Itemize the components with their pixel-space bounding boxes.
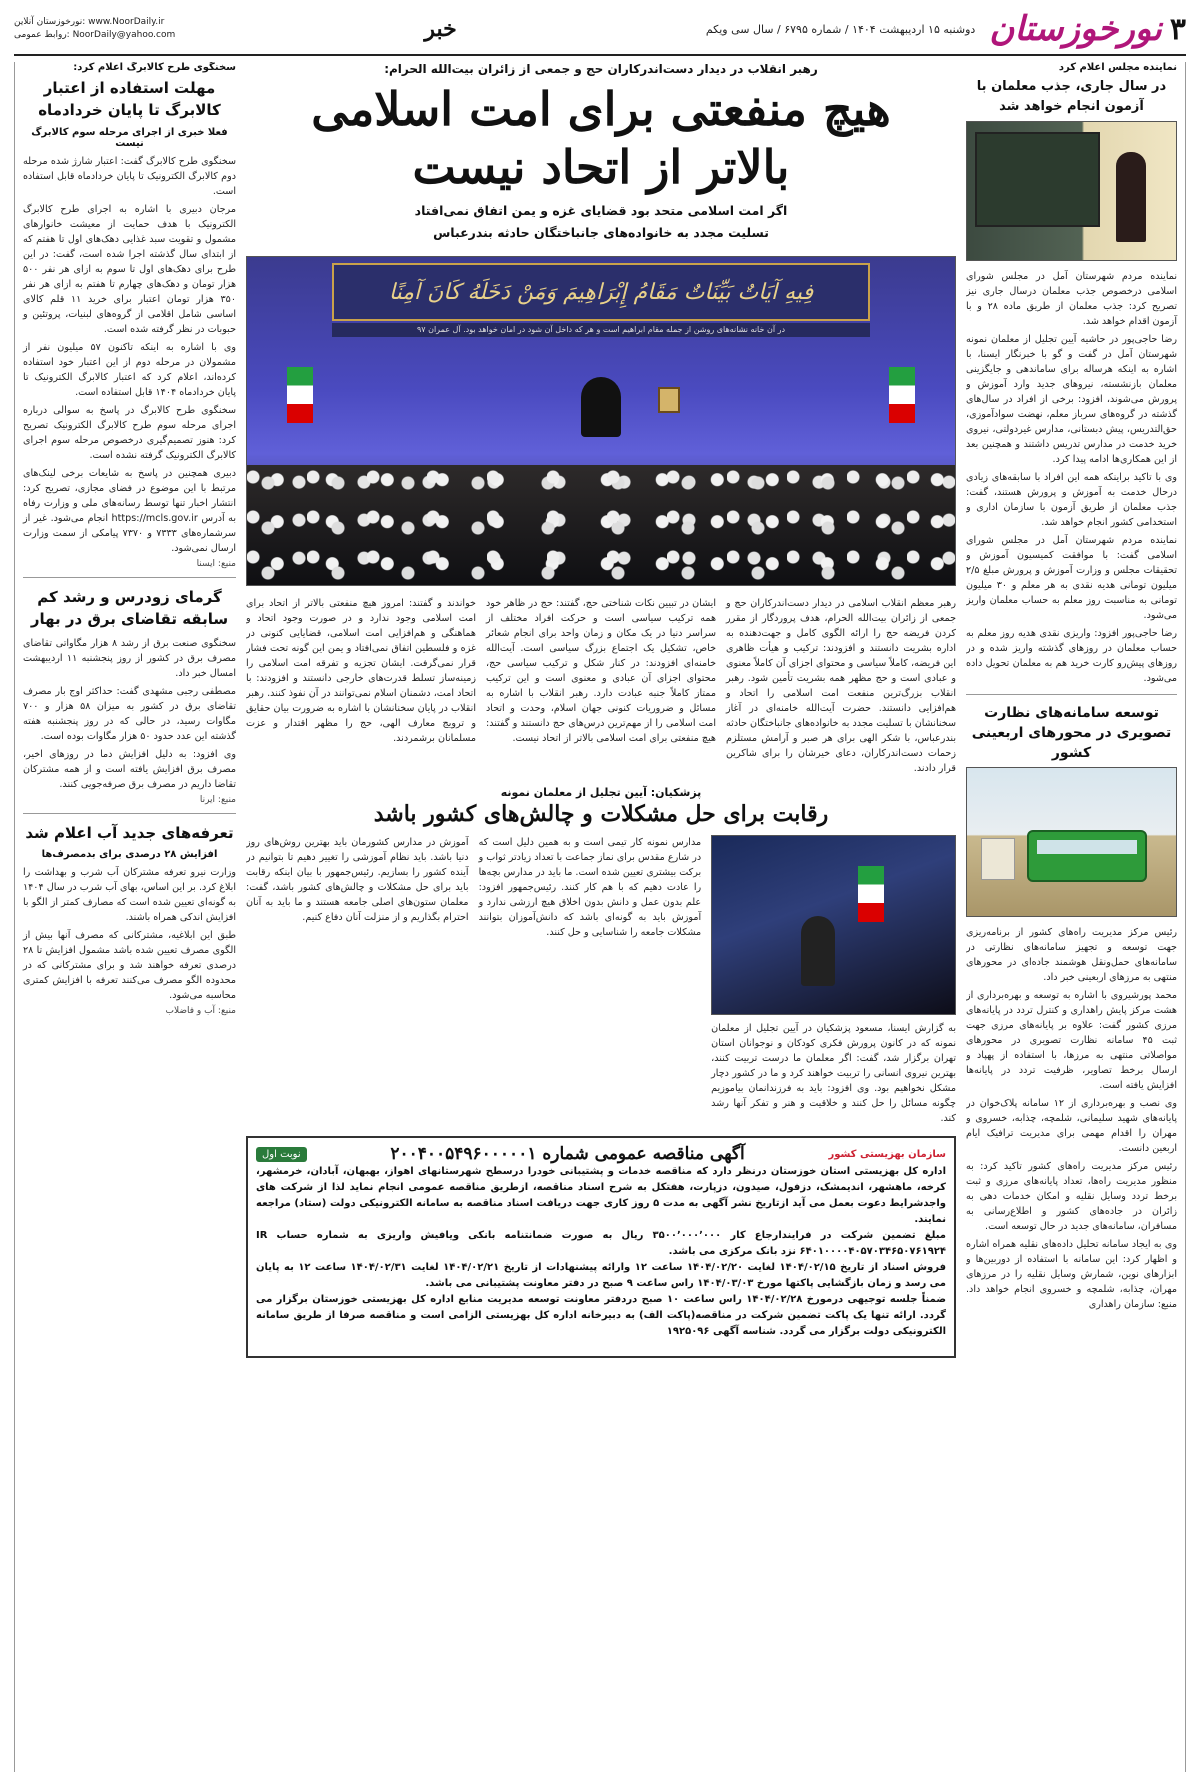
ad-paragraph: مبلغ تضمین شرکت در فرایندارجاع کار ۳۵۰۰٬۰۰۰٬۰۰۰ ریال به صورت ضمانتنامه بانکی ویافیش واریزی به شماره حساب IR ۶۴۰۱۰۰۰۰۴۰۵۷۰۳۴۶۵۰۷۶۱۹۲۴ نزد بانک مرکزی می باشد. (256, 1230, 946, 1257)
paragraph: مصطفی رجبی مشهدی گفت: حداکثر اوج بار مصرف تقاضای برق در کشور به میزان ۵۸ هزار و ۷۰۰ مگاوات رسید، در حالی که در روز پنجشنبه هفته گذشته این عدد حدود ۵۰ هزار مگاوات بوده است. (23, 686, 236, 742)
lead-body (246, 596, 956, 776)
divider (23, 813, 236, 814)
page-number: ۳ (1169, 11, 1186, 47)
teacher-figure (1116, 152, 1146, 242)
teachers-column: آموزش در مدارس کشورمان باید بهترین روش‌های روز دنیا باشد. باید نظام آموزشی را تغییر دهیم تا بتوانیم در آینده کشور را بسازیم. رئیس‌جمهور با بیان اینکه رقابت باید برای حل مشکلات و چالش‌های کشور باشد، گفت: معلمان ستون‌های اصلی جامعه هستند و ما باید به آنان احترام بگذاریم و از منزلت آنان دفاع کنیم. (246, 837, 469, 923)
article-source: منبع: ایرنا (199, 795, 236, 805)
lead-column: ایشان در تبیین نکات شناختی حج، گفتند: حج در ظاهر خود همه ترکیب سیاسی است و حرکت افراد مختلف از سراسر دنیا در یک مکان و زمان واحد برای انجام شعائر خاص، تشکیل یک اجتماع بزرگ سیاسی است. آیت‌الله خامنه‌ای افزودند: در کنار شکل و ترکیب سیاسی حج، محتوای اجزای آن عبادی و معنوی است و این ترکیب ممتاز کاملاً جنبه عبادت دارد. رهبر انقلاب با اشاره به مسائل و ضروریات کنونی جهان اسلام، وحدت و اتحاد امت اسلامی را از مهم‌ترین درس‌های حج دانستند و گفتند: هیچ منفعتی برای امت اسلامی بالاتر از اتحاد نیست. (486, 598, 716, 744)
article-source: منبع: آب و فاضلاب (165, 1006, 236, 1016)
paragraph: نماینده مردم شهرستان آمل در مجلس شورای اسلامی گفت: با موافقت کمیسیون آموزش و تحقیقات مجلس و وزارت آموزش و پرورش مبلغ ۲/۵ میلیون تومانی هدیه نقدی به هر معلم و ۳۰ میلیون تومانی به مناسبت روز معلم به حساب معلمان واریز می‌شود. (966, 535, 1177, 621)
masthead (14, 8, 1186, 56)
tender-advertisement (246, 1136, 956, 1358)
masthead-brand (706, 9, 1186, 49)
paragraph: سخنگوی طرح کالابرگ در پاسخ به سوالی درباره اجرای مرحله سوم طرح کالابرگ الکترونیک تصریح کرد: هنوز تصمیم‌گیری درخصوص مرحله سوم اجرای کالابرگ الکترونیک گرفته نشده است. (23, 405, 236, 461)
iran-flag-icon (858, 866, 884, 922)
divider (966, 694, 1177, 695)
teachers-headline: رقابت برای حل مشکلات و چالش‌های کشور باشد (373, 801, 829, 827)
right-column (966, 62, 1186, 1772)
article-title: گرمای زودرس و رشد کم سابقه تقاضای برق در بهار (30, 588, 229, 628)
paragraph: محمد پورشیروی با اشاره به توسعه و بهره‌برداری از هشت مرکز پایش راهداری و کنترل تردد در پایانه‌های مرزی کشور گفت: علاوه بر پایانه‌های مرزی جهت ثبت ۴۵ سامانه نظارت تصویری در محورهای مواصلاتی منتهی به مرزها، با استفاده از پهپاد و ارسال برخط تصاویر، ظرفیت تردد در پایانه‌ها افزایش یافته است. (966, 990, 1177, 1091)
portrait-frame (658, 387, 680, 413)
article-kicker: نماینده مجلس اعلام کرد (1058, 62, 1177, 73)
teachers-kicker: پزشکیان: آیین تجلیل از معلمان نمونه (500, 786, 702, 799)
article-body (966, 925, 1177, 1312)
booth-image (981, 838, 1015, 880)
teachers-photo-column (711, 835, 956, 1126)
site-info (14, 16, 175, 42)
lead-column: رهبر معظم انقلاب اسلامی در دیدار دست‌اندرکاران حج و جمعی از زائران بیت‌الله الحرام، هدف پروردگار از مقرر کردن فریضه حج را ارائه الگوی کامل و جهت‌دهنده به اداره بشریت دانستند و افزودند: ترکیب و هیأت ظاهری این فریضه، کاملاً سیاسی و محتوای اجزای آن کاملاً معنوی و عبادی است و حج مظهر همه بشریت تأمین شود. رهبر انقلاب بزرگ‌ترین منفعت امت اسلامی را اتحاد و هم‌افزایی دانستند. حضرت آیت‌الله خامنه‌ای در آغاز سخنانشان با تسلیت مجدد به خانواده‌های جانباختگان حادثه بندرعباس، با شکر الهی برای هر صبر و آرامش مستلزم زحمات دست‌اندرکاران، دعای خیرشان را برای شاکرین قرار دادند. (726, 598, 956, 774)
lead-headline (246, 80, 956, 196)
ad-title: آگهی مناقصه عمومی شماره ۲۰۰۴۰۰۵۴۹۶۰۰۰۰۰۱ (390, 1144, 745, 1164)
article-title: مهلت استفاده از اعتبار کالابرگ تا پایان خردادماه (38, 79, 221, 119)
left-column (14, 62, 236, 1772)
paragraph: رئیس مرکز مدیریت راه‌های کشور تاکید کرد: به منظور مدیریت راه‌ها، تعداد پایانه‌های مرزی و ثبت برخط تردد وسایل نقلیه و امکان خدمات دهی به زائران در جاده‌های کشور و اطلاع‌رسانی به مسافران، سامانه‌های جدید در حال توسعه است. (966, 1161, 1177, 1232)
ad-paragraph: ضمناً جلسه توجیهی درمورخ ۱۴۰۴/۰۲/۲۸ راس ساعت ۱۰ صبح دردفتر معاونت توسعه مدیریت منابع اداره کل بهزیستی خوزستان برگزار می گردد. ارائه تنها یک پاکت تضمین شرکت در مناقصه(پاکت الف) به دبیرخانه اداره کل بهزیستی الزامی است و مناقصه صرفا از طریق سامانه الکترونیکی دولت برگزار می گردد. شناسه آگهی ۱۹۲۵۰۹۶ (256, 1294, 946, 1337)
article-source: منبع: ایسنا (196, 559, 236, 569)
bus-photo (966, 767, 1177, 917)
paragraph: رضا حاجی‌پور افزود: واریزی نقدی هدیه روز معلم به حساب معلمان در روزهای گذشته واریز شده و در روزهای پیش‌رو کارت خرید هم به معلمان تحویل داده می‌شود. (966, 628, 1177, 684)
iran-flag-icon (287, 367, 313, 423)
paragraph: دبیری همچنین در پاسخ به شایعات برخی لینک‌های مرتبط با این موضوع در فضای مجازی، تصریح کرد: انتشار اخبار تنها توسط رسانه‌های ملی و وزارت رفاه به آدرس https://mcls.gov.ir انجام می‌شود. غیر از سرشماره‌های ۷۳۳۳ و ۷۳۷۰ پیامکی از سمت وزارت ارسال نمی‌شود. (23, 468, 236, 554)
speaker-figure (581, 377, 621, 437)
newspaper-logo: نورخوزستان (989, 9, 1162, 49)
paragraph: سخنگوی صنعت برق از رشد ۸ هزار مگاواتی تقاضای مصرف برق در کشور از روز پنجشنبه ۱۱ اردیبهشت امسال خبر داد. (23, 638, 236, 679)
bus-image (1027, 830, 1147, 882)
center-column (246, 62, 956, 1772)
iran-flag-icon (889, 367, 915, 423)
paragraph: مرجان دبیری با اشاره به اجرای طرح کالابرگ الکترونیک با هدف حمایت از معیشت خانوارهای مشمول و تقویت سبد غذایی دهک‌های اول تا هفتم که از ابتدای سال گذشته اجرا شده است، گفت: در این طرح برای دهک‌های اول تا سوم به ازای هر نفر ۵۰۰ هزار تومان و دهک‌های چهارم تا هفتم به ازای هر نفر ۳۵۰ هزار تومان اعتبار برای خرید ۱۱ قلم کالای اساسی شامل اقلامی از گروه‌های لبنیات، پروتئین و حبوبات در نظر گرفته شده است. (23, 204, 236, 335)
article-title: در سال جاری، جذب معلمان با آزمون انجام خواهد شد (976, 79, 1167, 114)
calligraphy-banner: فِیهِ آیَاتٌ بَیِّنَاتٌ مَقَامُ إِبْرَاهِیمَ وَمَنْ دَخَلَهُ کَانَ آمِنًا (332, 263, 870, 321)
ad-paragraph: اداره کل بهزیستی استان خوزستان درنظر دارد که مناقصه خدمات و پشتیبانی خودرا درسطح شهرستانهای اهواز، بهبهان، آبادان، خرمشهر، کرخه، ماهشهر، اندیمشک، دزفول، صیدون، دزپارت، هفتکل به شرح اسناد مناقصه، ازطریق مناقصه عمومی انجام نماید لذا از شرکت های واجدشرایط دعوت بعمل می آید ازتاریخ نشر آگهی به مدت ۵ روز کاری جهت دریافت اسناد مناقصه به سامانه الکترونیکی دولت (ستاد) مراجعه نمایند. (256, 1166, 947, 1225)
paragraph: وی با اشاره به اینکه تاکنون ۵۷ میلیون نفر از مشمولان در مرحله دوم از این اعتبار خود استفاده کرده‌اند، اعلام کرد که اعتبار کالابرگ الکترونیک تا پایان خردادماه ۱۴۰۴ قابل استفاده است. (23, 342, 236, 398)
president-photo (711, 835, 956, 1015)
article-body (23, 636, 236, 792)
teachers-article (246, 835, 956, 1126)
article-body (966, 269, 1177, 686)
teachers-column: مدارس نمونه کار تیمی است و به همین دلیل است که در شارع مقدس برای نماز جماعت با تعداد زیادتر ثواب و برکت بیشتری تعیین شده است. ما باید در مدارس بچه‌ها را عادت دهیم که با هم کار کنند. رئیس‌جمهور افزود: علم بدون عمل و دانش بدون اخلاق هیچ ارزشی ندارد و آموزش باید به گونه‌ای باشد که دانش‌آموزان بتوانند مشکلات جامعه را شناسایی و حل کنند. (478, 837, 702, 938)
article-body (23, 865, 236, 1003)
paragraph: رضا حاجی‌پور در حاشیه آیین تجلیل از معلمان نمونه شهرستان آمل در گفت و گو با خبرنگار ایسنا، با اشاره به اینکه هرساله برای ساماندهی و جایگزینی معلمان بازنشسته، نیروهای جدید وارد آموزش و پرورش می‌شوند، افزود: برخی از افراد در سال‌های گذشته در گروه‌های سرباز معلم، نهضت سوادآموزی، حق‌التدریس، پیش دبستانی، مدارس غیردولتی، نیروی خرید خدمت در مدارس تدریس داشتند و همچنین بعد از این همکاری‌ها ادامه پیدا کرد. (966, 334, 1177, 465)
audience-crowd (247, 465, 955, 585)
headline-line: بالاتر از اتحاد نیست (412, 140, 790, 194)
paragraph: وی به ایجاد سامانه تحلیل داده‌های نقلیه همراه اشاره و اظهار کرد: این سامانه با استفاده از دوربین‌ها و ابزارهای نوین، شمارش وسایل نقلیه را در مرزهای مهران، چذابه، شلمچه و خسروی انجام خواهد داد. منبع: سازمان راهداری (966, 1239, 1177, 1310)
paragraph: وی نصب و بهره‌برداری از ۱۲ سامانه پلاک‌خوان در پایانه‌های شهید سلیمانی، شلمچه، چذابه، خسروی و مهران را اقدام مهمی برای مدیریت ترافیک ایام اربعین دانست. (966, 1098, 1177, 1154)
article-title: تعرفه‌های جدید آب اعلام شد (25, 824, 234, 842)
lead-kicker: رهبر انقلاب در دیدار دست‌اندرکاران حج و جمعی از زائران بیت‌الله الحرام: (384, 62, 818, 76)
site-line: نورخوزستان آنلاین: www.NoorDaily.ir (14, 17, 165, 27)
lead-photo (246, 256, 956, 586)
banner-caption: در آن خانه نشانه‌های روشن از جمله مقام ابراهیم است و هر که داخل آن شود در امان خواهد بود. آل عمران ۹۷ (332, 323, 870, 337)
chalkboard-image (975, 132, 1100, 227)
page-columns (14, 62, 1186, 1772)
paragraph: سخنگوی طرح کالابرگ گفت: اعتبار شارژ شده مرحله دوم کالابرگ الکترونیک تا پایان خردادماه قابل استفاده است. (23, 156, 236, 197)
ad-paragraph: فروش اسناد از تاریخ ۱۴۰۴/۰۲/۱۵ لغایت ۱۴۰۴/۰۲/۲۰ ساعت ۱۲ وارائه پیشنهادات از تاریخ ۱۴۰۴/۰۲/۲۱ لغایت ۱۴۰۴/۰۲/۳۱ ساعت ۱۲ به پایان می رسد و زمان بازگشایی پاکتها مورخ ۱۴۰۴/۰۳/۰۳ راس ساعت ۹ صبح در دفتر معاونت پشتیبانی می باشد. (256, 1262, 947, 1289)
article-body (23, 154, 236, 556)
paragraph: وزارت نیرو تعرفه مشترکان آب شرب و بهداشت را ابلاغ کرد. بر این اساس، بهای آب شرب در سال ۱۴۰۴ به گونه‌ای تعیین شده است که مصارف کمتر از الگو با افزایش اندکی همراه باشند. (23, 867, 236, 923)
section-title: خبر (424, 16, 457, 42)
teacher-photo (966, 121, 1177, 261)
ad-badge: نوبت اول (256, 1147, 307, 1162)
paragraph: رئیس مرکز مدیریت راه‌های کشور از برنامه‌ریزی جهت توسعه و تجهیز سامانه‌های نظارتی در سامانه‌های حمل‌ونقل هوشمند جاده‌ای در محورهای منتهی به مرزهای اربعینی خبر داد. (966, 927, 1177, 983)
article-subhead: افزایش ۲۸ درصدی برای بدمصرف‌ها (41, 849, 218, 860)
speaker-figure (801, 916, 835, 986)
paragraph: وی افزود: به دلیل افزایش دما در روزهای اخیر، مصرف برق افزایش یافته است و از همه مشترکان تقاضا داریم در مصرف برق صرفه‌جویی کنند. (23, 749, 236, 790)
article-title: توسعه سامانه‌های نظارت تصویری در محورهای اربعینی کشور (971, 705, 1172, 761)
site-line: روابط عمومی: NoorDaily@yahoo.com (14, 30, 176, 40)
paragraph: طبق این ابلاغیه، مشترکانی که مصرف آنها بیش از الگوی مصرف تعیین شده باشد مشمول افزایش تا ۲۸ درصدی تعرفه خواهند شد و برای مشترکانی که در محدوده الگو مصرف می‌کنند تعرفه با افزایش کمتری محاسبه می‌شود. (23, 930, 236, 1001)
article-subhead: فعلا خبری از اجرای مرحله سوم کالابرگ نیست (31, 127, 228, 149)
ad-organization-logo: سازمان بهزیستی کشور (828, 1148, 946, 1160)
subheadline-line: تسلیت مجدد به خانواده‌های جانباختگان حادثه بندرعباس (433, 225, 769, 240)
article-kicker: سخنگوی طرح کالابرگ اعلام کرد: (73, 62, 236, 73)
lead-column: خواندند و گفتند: امروز هیچ منفعتی بالاتر از اتحاد برای امت اسلامی وجود ندارد و در صورت وجود اتحاد و هماهنگی و هم‌افزایی امت اسلامی، قضایایی کنونی در غزه و فلسطین اتفاق نمی‌افتاد و یمن این گونه تحت فشار قرار نمی‌گرفت. ایشان تجزیه و تفرقه امت اسلامی را زمینه‌ساز تسلط قدرت‌های خارجی دانستند و افزودند: با اتحاد امت، دشمنان اسلام نمی‌توانند در آن نفوذ کنند. رهبر انقلاب در پایان سخنانشان با اشاره به ضرورت بیان حقایق و ترویج معارف الهی، حج را مظهر اقتدار و عزت مسلمانان برشمردند. (246, 598, 476, 744)
subheadline-line: اگر امت اسلامی متحد بود قضایای غزه و یمن اتفاق نمی‌افتاد (414, 203, 788, 218)
headline-line: هیچ منفعتی برای امت اسلامی (311, 82, 891, 136)
teachers-column: به گزارش ایسنا، مسعود پزشکیان در آیین تجلیل از معلمان نمونه که در کانون پرورش فکری کودکان و نوجوانان استان تهران برگزار شد، گفت: اگر معلمان ما درست تربیت کنند، بهترین نیروی انسانی را تربیت خواهند کرد و ما در کشور دچار مشکل نخواهیم بود. وی افزود: باید به فرزندانمان بیاموزیم چگونه مسائل را حل کنند و خلاقیت و هنر و تفکر آنها رشد کند. (711, 1023, 956, 1124)
ad-header (256, 1144, 946, 1164)
lead-subheadline (246, 200, 956, 244)
paragraph: نماینده مردم شهرستان آمل در مجلس شورای اسلامی درخصوص جذب معلمان درسال جاری نیز تصریح کرد: جذب معلمان از طریق ماده ۲۸ و با آزمون اقدام خواهد شد. (966, 271, 1178, 327)
issue-date-line: دوشنبه ۱۵ اردیبهشت ۱۴۰۴ / شماره ۶۷۹۵ / سال سی ویکم (705, 22, 976, 36)
divider (23, 577, 236, 578)
paragraph: وی با تاکید براینکه همه این افراد با سابقه‌های زیادی درحال خدمت به آموزش و پرورش هستند، گفت: جذب معلمان از طریق آزمون با سازمان اداری و استخدامی کشور انجام خواهد شد. (966, 472, 1177, 528)
